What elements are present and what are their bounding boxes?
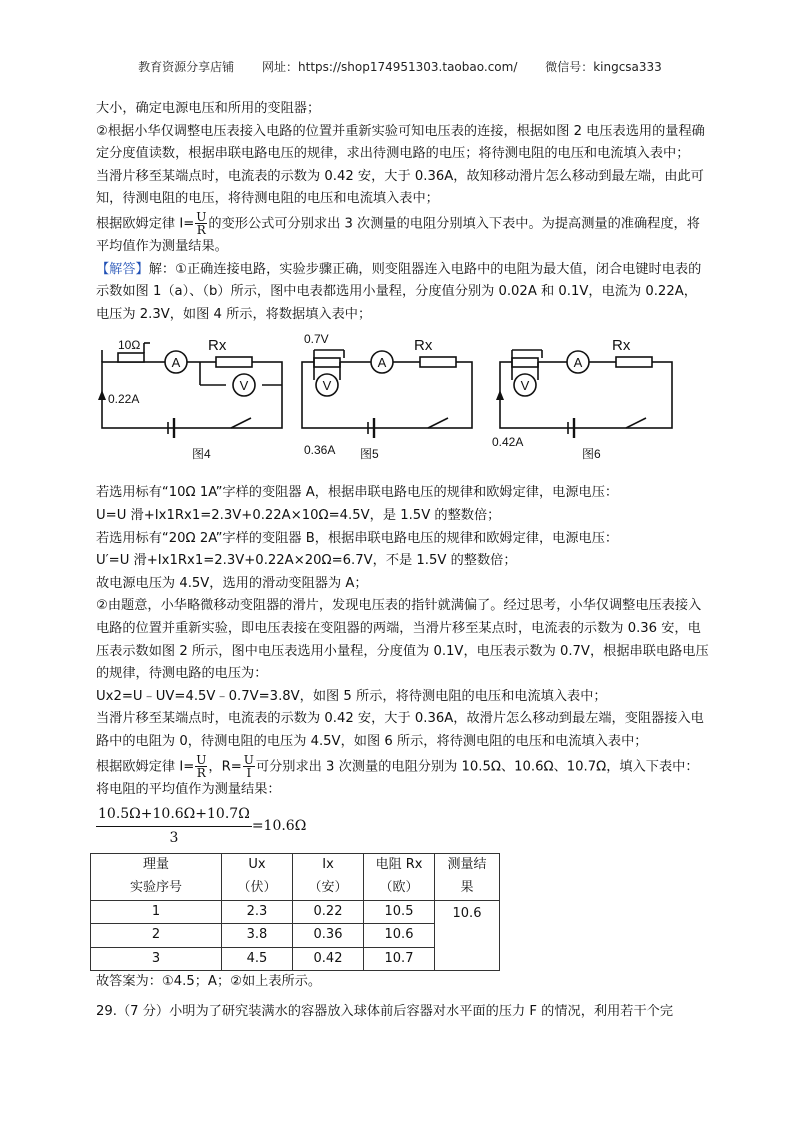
analysis-line: 大小，确定电源电压和所用的变阻器； [96,101,321,116]
figure-5 [302,332,472,461]
document-body [96,98,710,994]
figure-4 [98,337,282,461]
svg-text:0.7V: 0.7V [304,332,329,347]
circuit-figures [96,330,710,480]
figure-6-caption: 图6 [582,447,601,462]
question-29: 29.（7 分）小明为了研究装满水的容器放入球体前后容器对水平面的压力 F 的情况，利用若干个完 [96,1004,674,1019]
svg-text:0.22A: 0.22A [108,392,140,407]
svg-text:V: V [520,378,530,394]
table-header-cell: 测量结 果 [435,854,500,900]
average-formula: $\frac{10.5\Omega+10.6\Omega+10.7\Omega}{3}$ =10.6Ω [96,803,710,849]
figure-6 [492,337,672,461]
answer-ohm-line: 根据欧姆定律 I= $\frac{U}{R}$ ，R= $\frac{U}{I}$ 可分别求出 3 次测量的电阻分别为 10.5Ω、10.6Ω、10.7Ω，填入下表中： [96,752,699,780]
table-row: 3 4.5 0.42 10.7 [91,947,500,971]
answer-line: 将电阻的平均值作为测量结果： [96,781,281,797]
final-answer: 故答案为：①4.5；A；②如上表所示。 [96,974,322,990]
answer-line: U′=U 滑+Ix1Rx1=2.3V+0.22A×20Ω=6.7V，不是 1.5V 的整数倍； [96,553,517,569]
table-header-cell: 电阻 Rx （欧） [364,854,435,900]
svg-text:Rx: Rx [414,337,433,355]
svg-text:0.42A: 0.42A [492,435,524,450]
fraction: $\frac{U}{R}$ [196,209,207,237]
result-cell: 10.6 [435,900,500,971]
table-header-cell: Ux （伏） [222,854,293,900]
table-row: 1 2.3 0.22 10.5 10.6 [91,900,500,924]
page-header [0,58,800,75]
answer-line: U=U 滑+Ix1Rx1=2.3V+0.22A×10Ω=4.5V，是 1.5V 的整数倍； [96,508,501,524]
fraction: $\frac{U}{I}$ [243,752,254,780]
answer-intro: 【解答】解：①正确连接电路，实验步骤正确，则变阻器连入电路中的电阻为最大值，闭合电键时电表的示数如图 1（a）、（b）所示，图中电表都选用小量程，分度值分别为 0.02A 和 0.1V，电流为 0.22A，电压为 2.3V，如图 4 所示，将数据填入表中； [96,261,702,322]
svg-text:V: V [322,378,332,394]
svg-text:A: A [171,355,181,371]
svg-text:10Ω: 10Ω [118,338,141,353]
shop-url: 网址：https://shop174951303.taobao.com/ [262,60,518,74]
circuit-diagrams [96,330,710,480]
fraction: $\frac{U}{R}$ [196,752,207,780]
analysis-ohm-line: 根据欧姆定律 I= $\frac{U}{R}$ 的变形公式可分别求出 3 次测量的电阻分别填入下表中。为提高测量的准确程度，将平均值作为测量结果。 [96,209,700,255]
table-header-cell: 理量 实验序号 [91,854,222,900]
svg-text:Rx: Rx [208,337,227,355]
table-header-cell: Ix （安） [293,854,364,900]
answer-line: 若选用标有“10Ω 1A”字样的变阻器 A，根据串联电路电压的规律和欧姆定律，电源电压： [96,485,619,501]
answer-line: ②由题意，小华略微移动变阻器的滑片，发现电压表的指针就满偏了。经过思考，小华仅调整电压表接入电路的位置并重新实验，即电压表接在变阻器的两端，当滑片移至某点时，电流表的示数为 0.36 安，电压表示数如图 2 所示，图中电压表选用小量程，分度值为 0.1V，电压表示数为 0.7V，根据串联电路电压的规律，待测电路的电压为： [96,598,709,682]
svg-text:A: A [573,355,583,371]
figure-5-caption: 图5 [360,447,379,462]
figure-4-caption: 图4 [192,447,211,462]
answer-tag: 【解答】 [96,261,149,277]
answer-line: 当滑片移至某端点时，电流表的示数为 0.42 安，大于 0.36A，故滑片怎么移动到最左端，变阻器接入电路中的电阻为 0，待测电阻的电压为 4.5V，如图 6 所示，将待测电阻的电压和电流填入表中； [96,711,704,749]
analysis-line: 当滑片移至某端点时，电流表的示数为 0.42 安，大于 0.36A，故知移动滑片怎么移动到最左端，由此可知，待测电阻的电压，将待测电阻的电压和电流填入表中； [96,168,704,207]
results-table [90,853,500,971]
svg-text:0.36A: 0.36A [304,443,336,458]
answer-line: Ux2=U﹣UV=4.5V﹣0.7V=3.8V，如图 5 所示，将待测电阻的电压和电流填入表中； [96,688,607,704]
svg-text:V: V [239,378,249,394]
svg-text:A: A [377,355,387,371]
shop-name: 教育资源分享店铺 [138,60,235,74]
answer-line: 若选用标有“20Ω 2A”字样的变阻器 B，根据串联电路电压的规律和欧姆定律，电源电压： [96,530,619,546]
table-row: 2 3.8 0.36 10.6 [91,924,500,948]
analysis-line: ②根据小华仅调整电压表接入电路的位置并重新实验可知电压表的连接，根据如图 2 电压表选用的量程确定分度值读数，根据串联电路电压的规律，求出待测电路的电压；将待测电阻的电压和电流填入表中； [96,123,705,162]
answer-line: 故电源电压为 4.5V，选用的滑动变阻器为 A； [96,575,368,591]
svg-text:Rx: Rx [612,337,631,355]
wechat-id: 微信号：kingcsa333 [545,60,662,74]
